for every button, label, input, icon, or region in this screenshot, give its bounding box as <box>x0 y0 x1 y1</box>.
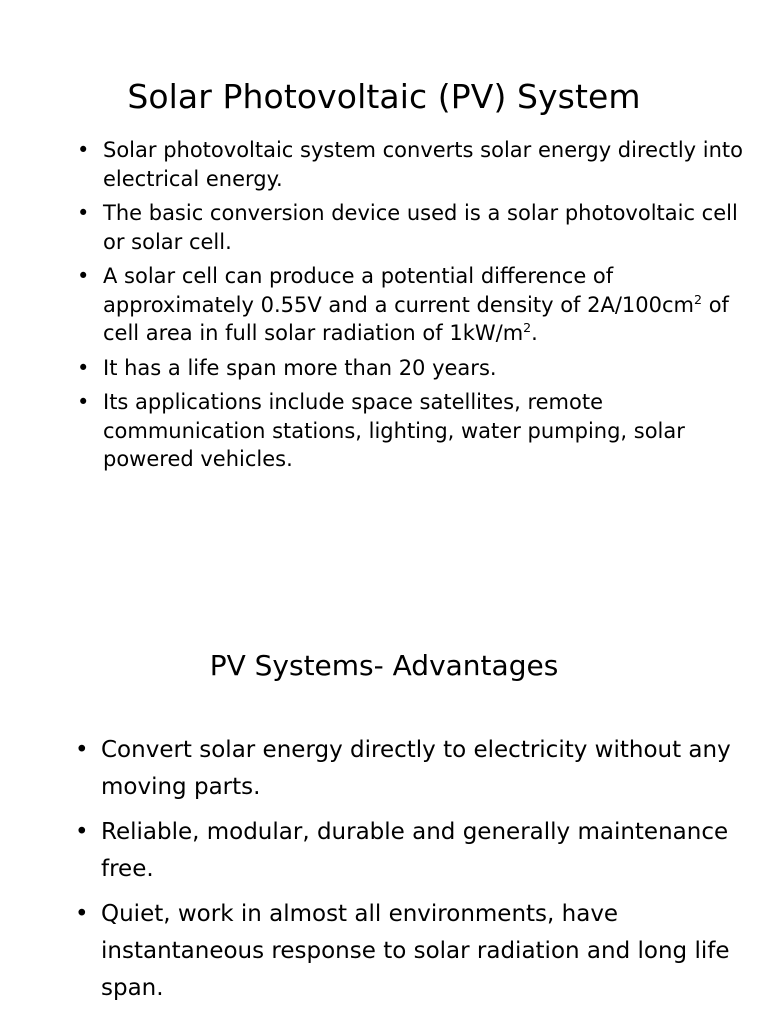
bullet-text: Convert solar energy directly to electricity without any moving parts. <box>101 737 731 800</box>
bullet-text: Its applications include space satellites, remote communication stations, lighting, water pumping, solar powered vehicles. <box>103 390 685 471</box>
superscript: 2 <box>694 291 703 307</box>
bullet-icon: • <box>77 355 90 380</box>
list-item <box>77 354 753 383</box>
slide-title: PV Systems- Advantages <box>209 649 559 682</box>
bullet-text <box>103 264 729 345</box>
bullet-list <box>77 136 753 480</box>
bullet-text-part: of cell area in full solar radiation of 1kW/m <box>103 292 729 345</box>
bullet-icon: • <box>77 138 90 162</box>
bullet-icon: • <box>75 901 89 927</box>
bullet-text: It has a life span more than 20 years. <box>103 355 497 380</box>
bullet-text: The basic conversion device used is a solar photovoltaic cell or solar cell. <box>103 201 738 254</box>
bullet-text: Solar photovoltaic system converts solar energy directly into electrical energy. <box>103 138 744 191</box>
list-item <box>77 199 753 256</box>
bullet-text-part: . <box>531 321 538 345</box>
bullet-list <box>75 732 731 1015</box>
list-item <box>77 262 753 348</box>
bullet-icon: • <box>77 264 90 288</box>
list-item <box>77 136 753 193</box>
bullet-icon: • <box>75 819 89 845</box>
bullet-icon: • <box>77 201 90 225</box>
bullet-text: Quiet, work in almost all environments, have instantaneous response to solar radiation and long life span. <box>101 901 730 1001</box>
bullet-text: Reliable, modular, durable and generally maintenance free. <box>101 819 729 882</box>
superscript: 2 <box>523 320 532 335</box>
list-item <box>77 388 753 474</box>
bullet-icon: • <box>75 737 89 763</box>
list-item <box>75 732 731 806</box>
bullet-text-part: A solar cell can produce a potential difference of approximately 0.55V and a current density of 2A/100cm <box>103 264 695 317</box>
bullet-icon: • <box>77 390 90 414</box>
slide-pv-advantages <box>0 600 768 1024</box>
list-item <box>75 896 731 1007</box>
slide-title: Solar Photovoltaic (PV) System <box>127 77 641 116</box>
list-item <box>75 814 731 888</box>
